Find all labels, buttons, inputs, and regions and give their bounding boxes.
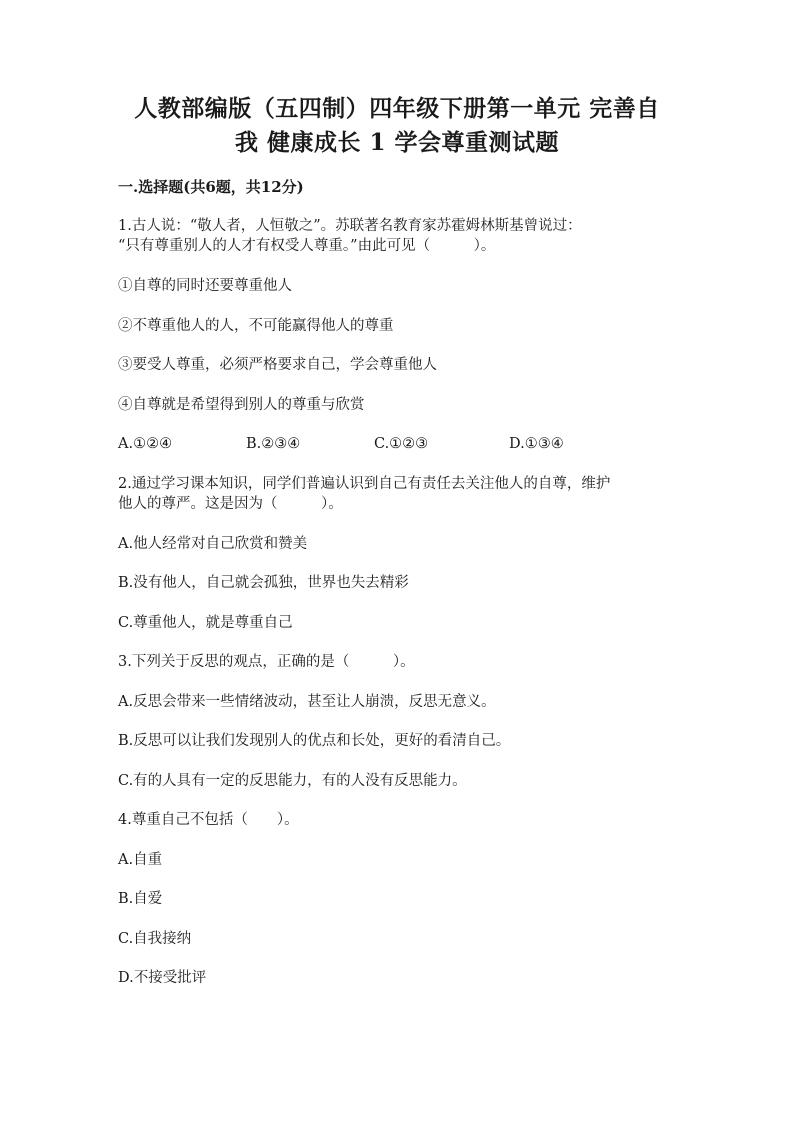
q4-option-a: A.自重	[118, 852, 163, 868]
q1-option-d: D.①③④	[509, 436, 564, 452]
q2-option-b: B.没有他人，自己就会孤独，世界也失去精彩	[118, 575, 409, 591]
q4-option-c: C.自我接纳	[118, 931, 192, 947]
question-1-line-1: 1.古人说：“敬人者，人恒敬之”。苏联著名教育家苏霍姆林斯基曾说过：	[118, 218, 582, 234]
q2-option-a: A.他人经常对自己欣赏和赞美	[118, 536, 308, 552]
section-heading: 一.选择题(共6题，共12分)	[118, 178, 304, 196]
q1-option-a: A.①②④	[118, 436, 173, 452]
q1-statement-2: ②不尊重他人的人，不可能赢得他人的尊重	[118, 318, 394, 334]
title-line-1: 人教部编版（五四制）四年级下册第一单元 完善自	[134, 95, 660, 122]
question-1-line-2: “只有尊重别人的人才有权受人尊重。”由此可见（ ）。	[118, 238, 496, 254]
q3-option-c: C.有的人具有一定的反思能力，有的人没有反思能力。	[118, 773, 467, 789]
question-3: 3.下列关于反思的观点，正确的是（ ）。	[118, 654, 415, 670]
question-2-line-2: 他人的尊严。这是因为（ ）。	[118, 496, 343, 512]
page-title	[100, 92, 694, 160]
question-4: 4.尊重自己不包括（ ）。	[118, 812, 299, 828]
question-2-line-1: 2.通过学习课本知识，同学们普遍认识到自己有责任去关注他人的自尊，维护	[118, 476, 611, 492]
q3-option-b: B.反思可以让我们发现别人的优点和长处，更好的看清自己。	[118, 733, 511, 749]
q2-option-c: C.尊重他人，就是尊重自己	[118, 615, 293, 631]
q4-option-b: B.自爱	[118, 891, 163, 907]
question-2	[118, 474, 678, 514]
q1-statement-4: ④自尊就是希望得到别人的尊重与欣赏	[118, 397, 365, 413]
q4-option-d: D.不接受批评	[118, 970, 207, 986]
q1-option-c: C.①②③	[374, 436, 429, 452]
q1-statement-1: ①自尊的同时还要尊重他人	[118, 278, 292, 294]
q3-option-a: A.反思会带来一些情绪波动，甚至让人崩溃，反思无意义。	[118, 694, 496, 710]
question-1	[118, 216, 678, 256]
title-line-2: 我 健康成长 1 学会尊重测试题	[234, 129, 560, 156]
q1-statement-3: ③要受人尊重，必须严格要求自己，学会尊重他人	[118, 357, 437, 373]
q1-options	[118, 434, 609, 454]
q1-option-b: B.②③④	[246, 436, 301, 452]
